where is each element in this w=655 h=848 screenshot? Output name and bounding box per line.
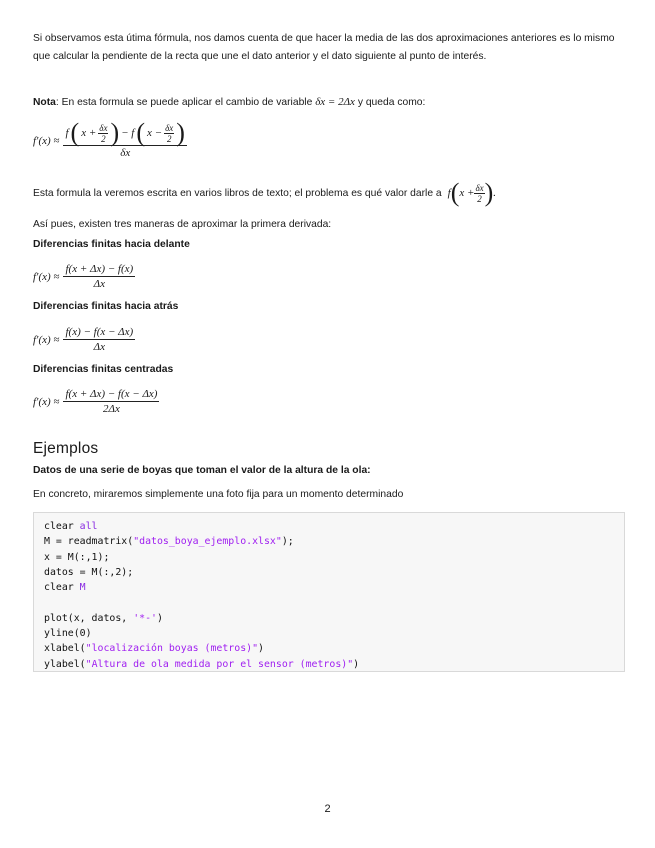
subsection-heading-boyas: Datos de una serie de boyas que toman el valor de la altura de la ola: bbox=[33, 465, 371, 476]
equation-backward-numerator: f(x) − f(x − Δx) bbox=[65, 326, 134, 338]
code-text: ) bbox=[156, 612, 163, 624]
small-num-2: δx bbox=[165, 122, 174, 133]
fn-f: f bbox=[65, 127, 69, 139]
equation-forward-fraction bbox=[63, 263, 135, 290]
inline-period: . bbox=[493, 187, 497, 199]
inline-paren-open: ( bbox=[450, 178, 460, 207]
code-text: ); bbox=[281, 536, 294, 548]
equation-central-lhs: f′(x) ≈ bbox=[33, 395, 60, 408]
code-line bbox=[44, 641, 624, 656]
code-line bbox=[44, 611, 624, 626]
equation-backward-fraction bbox=[63, 326, 135, 353]
equation-forward-denominator: Δx bbox=[93, 278, 105, 290]
equation-numerator bbox=[63, 118, 186, 147]
inline-x-plus: x + bbox=[459, 187, 475, 199]
page-number: 2 bbox=[324, 803, 331, 815]
term-x-plus: x + bbox=[81, 127, 97, 139]
code-text: xlabel( bbox=[44, 643, 86, 655]
small-den-2: 2 bbox=[166, 133, 172, 144]
equation-central-numerator: f(x + Δx) − f(x − Δx) bbox=[65, 388, 158, 400]
inline-math-term bbox=[447, 178, 497, 207]
equation-central-fraction bbox=[63, 388, 159, 415]
paren-close: ) bbox=[110, 118, 120, 147]
equation-forward-lhs: f′(x) ≈ bbox=[33, 270, 60, 283]
paragraph-three-ways: Así pues, existen tres maneras de aproximar la primera derivada: bbox=[33, 219, 332, 230]
code-block[interactable] bbox=[33, 512, 625, 672]
equation-lhs: f′(x) ≈ bbox=[33, 134, 60, 147]
note-label: Nota bbox=[33, 97, 56, 108]
small-den: 2 bbox=[101, 133, 106, 144]
note-math: δx = 2Δx bbox=[315, 96, 355, 108]
code-text: ) bbox=[353, 658, 360, 670]
equation-backward-denominator: Δx bbox=[93, 341, 105, 353]
equation-central-delta bbox=[33, 118, 187, 159]
note-paragraph bbox=[33, 94, 425, 112]
code-line bbox=[44, 626, 624, 641]
code-text: clear bbox=[44, 582, 80, 594]
heading-central: Diferencias finitas centradas bbox=[33, 364, 174, 375]
code-line bbox=[44, 534, 624, 549]
code-line bbox=[44, 550, 624, 565]
code-line bbox=[44, 580, 624, 595]
paragraph-average-explanation: Si observamos esta útima fórmula, nos damos cuenta de que hacer la media de las dos aproximaciones anteriores es lo mismo que calcular la pendiente de la recta que une el dato anterior y el dato siguiente al punto de interés. bbox=[33, 33, 615, 62]
heading-forward: Diferencias finitas hacia delante bbox=[33, 239, 190, 250]
note-text-b: y queda como: bbox=[354, 97, 426, 108]
term-x-minus: x − bbox=[147, 127, 163, 139]
term-minus-f: − f bbox=[121, 127, 135, 139]
code-string: "Altura de ola medida por el sensor (metros)" bbox=[85, 658, 354, 670]
equation-denominator: δx bbox=[120, 147, 131, 159]
equation-fraction bbox=[63, 118, 186, 159]
small-fraction bbox=[98, 123, 108, 144]
small-fraction-2 bbox=[164, 123, 174, 144]
heading-backward: Diferencias finitas hacia atrás bbox=[33, 301, 179, 312]
equation-forward bbox=[33, 263, 135, 290]
code-string: '*-' bbox=[133, 612, 157, 624]
code-text: clear bbox=[44, 521, 80, 532]
code-line bbox=[44, 519, 624, 534]
code-text: M = readmatrix( bbox=[44, 536, 134, 548]
paragraph-textbook-text: Esta formula la veremos escrita en varios libros de texto; el problema es qué valor darle a bbox=[33, 187, 442, 199]
code-line bbox=[44, 657, 624, 672]
equation-forward-numerator: f(x + Δx) − f(x) bbox=[65, 263, 134, 275]
paren-open: ( bbox=[70, 118, 80, 147]
code-text: ylabel( bbox=[44, 658, 86, 670]
code-text: x = M(:,1); bbox=[44, 551, 110, 563]
code-keyword: all bbox=[79, 521, 98, 532]
equation-central-denominator: 2Δx bbox=[103, 403, 120, 415]
equation-backward bbox=[33, 326, 135, 353]
note-text-a: : En esta formula se puede aplicar el cambio de variable bbox=[55, 97, 316, 108]
code-keyword: M bbox=[79, 582, 86, 594]
paren-open-2: ( bbox=[136, 118, 146, 147]
paragraph-textbook bbox=[33, 178, 497, 207]
code-text: datos = M(:,2); bbox=[44, 566, 134, 578]
section-heading-ejemplos: Ejemplos bbox=[33, 440, 99, 457]
inline-small-fraction bbox=[474, 183, 484, 204]
paren-close-2: ) bbox=[176, 118, 185, 147]
inline-paren-close: ) bbox=[484, 178, 494, 207]
code-line bbox=[44, 565, 624, 580]
code-line bbox=[44, 595, 624, 610]
code-text: ) bbox=[258, 643, 264, 655]
code-text: plot(x, datos, bbox=[44, 612, 134, 624]
code-content[interactable] bbox=[44, 519, 624, 672]
equation-central bbox=[33, 388, 159, 415]
inline-f: f bbox=[447, 187, 451, 199]
inline-den: 2 bbox=[477, 193, 482, 204]
inline-num: δx bbox=[475, 182, 484, 193]
equation-backward-lhs: f′(x) ≈ bbox=[33, 333, 60, 346]
code-text: yline(0) bbox=[44, 628, 92, 640]
paragraph-intro: En concreto, miraremos simplemente una foto fija para un momento determinado bbox=[33, 489, 404, 500]
small-num: δx bbox=[99, 122, 108, 133]
code-string: "datos_boya_ejemplo.xlsx" bbox=[133, 536, 282, 548]
code-string: "localización boyas (metros)" bbox=[85, 643, 259, 655]
